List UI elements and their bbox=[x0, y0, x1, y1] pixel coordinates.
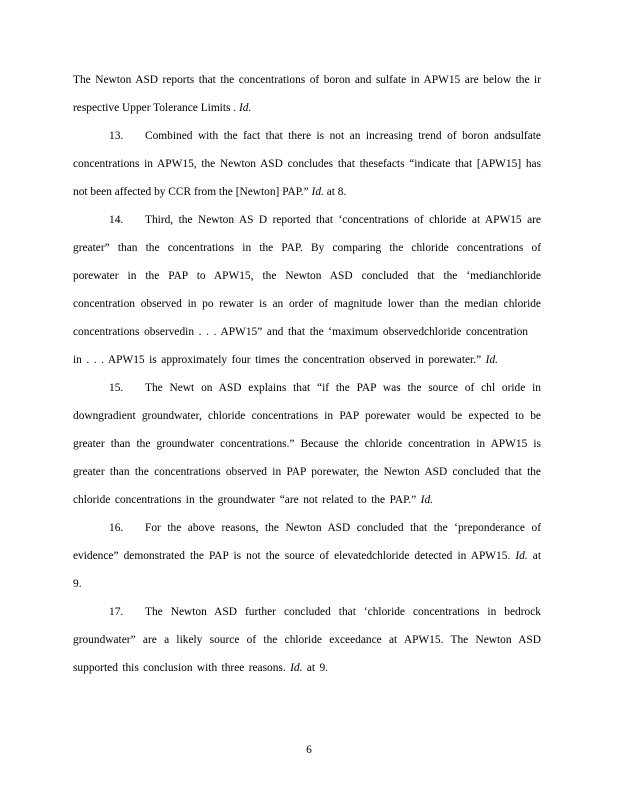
paragraph-line: The Newton ASD reports that the concentrations of boron and sulfate in APW15 are below the ir bbox=[73, 74, 541, 86]
paragraph-line: groundwater” are a likely source of the chloride exceedance at APW15. The Newton ASD bbox=[73, 634, 541, 646]
citation-id: Id. bbox=[485, 354, 498, 366]
paragraph-line: respective Upper Tolerance Limits . Id. bbox=[73, 102, 252, 114]
paragraph-number: 14. bbox=[109, 214, 124, 226]
paragraph-line: greater” than the concentrations in the PAP. By comparing the chloride concentrations of bbox=[73, 242, 541, 254]
paragraph-line: greater than the concentrations observed in PAP porewater, the Newton ASD concluded that the bbox=[73, 466, 541, 478]
citation-id: Id. bbox=[290, 662, 303, 674]
paragraph-line: concentrations in APW15, the Newton ASD concludes that thesefacts “indicate that [APW15] has bbox=[73, 158, 541, 170]
paragraph-line: Third, the Newton AS D reported that ‘concentrations of chloride at APW15 are bbox=[145, 214, 541, 226]
paragraph-line: Combined with the fact that there is not an increasing trend of boron andsulfate bbox=[145, 130, 541, 142]
paragraph-number: 15. bbox=[109, 382, 124, 394]
paragraph-line: For the above reasons, the Newton ASD concluded that the ‘preponderance of bbox=[145, 522, 541, 534]
paragraph-line: concentrations observedin . . . APW15” and that the ‘maximum observedchloride concentration bbox=[73, 326, 528, 338]
citation-id: Id. bbox=[239, 102, 252, 114]
paragraph-number: 13. bbox=[109, 130, 124, 142]
paragraph-line: The Newton ASD further concluded that ‘chloride concentrations in bedrock bbox=[145, 606, 541, 618]
paragraph-line: supported this conclusion with three reasons. Id. at 9. bbox=[73, 662, 328, 674]
paragraph-line: chloride concentrations in the groundwater “are not related to the PAP.” Id. bbox=[73, 494, 433, 506]
citation-id: Id. bbox=[420, 494, 433, 506]
paragraph-line: porewater in the PAP to APW15, the Newton ASD concluded that the ‘medianchloride bbox=[73, 270, 541, 282]
paragraph-line: 9. bbox=[73, 578, 82, 590]
paragraph-line: The Newt on ASD explains that “if the PAP was the source of chl oride in bbox=[145, 382, 541, 394]
paragraph-line: greater than the groundwater concentrations.” Because the chloride concentration in APW15 is bbox=[73, 438, 541, 450]
citation-id: Id. bbox=[515, 550, 528, 562]
paragraph-number: 17. bbox=[109, 606, 124, 618]
paragraph-number: 16. bbox=[109, 522, 124, 534]
citation-id: Id. bbox=[311, 186, 324, 198]
paragraph-line: evidence” demonstrated the PAP is not the source of elevatedchloride detected in APW15. Id. at bbox=[73, 550, 541, 562]
paragraph-line: not been affected by CCR from the [Newton] PAP.” Id. at 8. bbox=[73, 186, 347, 198]
paragraph-line: downgradient groundwater, chloride concentrations in PAP porewater would be expected to be bbox=[73, 410, 541, 422]
paragraph-line: concentration observed in po rewater is an order of magnitude lower than the median chloride bbox=[73, 298, 541, 310]
page-number: 6 bbox=[306, 744, 312, 756]
paragraph-line: in . . . APW15 is approximately four times the concentration observed in porewater.” Id. bbox=[73, 354, 498, 366]
